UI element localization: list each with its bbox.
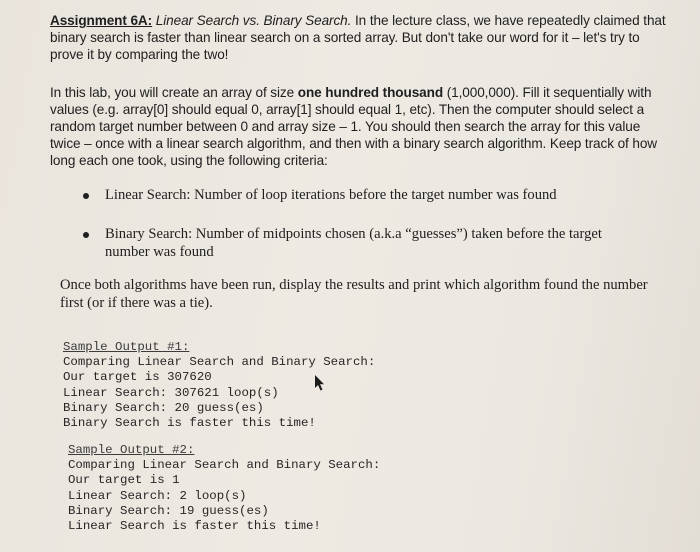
lab-description <box>50 84 670 169</box>
criteria-item-linear <box>80 186 650 204</box>
lab-text-before: In this lab, you will create an array of size <box>50 85 298 100</box>
sample-line: Binary Search: 19 guess(es) <box>68 503 269 518</box>
lab-bold-size: one hundred thousand <box>297 85 444 100</box>
assignment-subtitle: Linear Search vs. Binary Search. <box>155 13 352 28</box>
sample-line: Linear Search: 2 loop(s) <box>68 488 247 503</box>
sample-output-2 <box>68 443 380 534</box>
sample-heading: Sample Output #1: <box>63 340 190 354</box>
criteria-list <box>80 186 650 261</box>
sample-line: Our target is 307620 <box>63 370 212 385</box>
sample-line: Linear Search: 307621 loop(s) <box>63 385 279 400</box>
mouse-pointer-icon <box>311 374 325 392</box>
criteria-item-binary <box>80 225 650 261</box>
assignment-title: Assignment 6A: <box>50 13 153 28</box>
sample-line: Our target is 1 <box>68 473 180 488</box>
intro-text: In the lecture class, we have repeatedly claimed that binary search is faster than linear search on a sorted array. But don't take our word for it – let's try to prove it by comparing the two! <box>50 13 666 62</box>
bullet-icon <box>83 232 89 238</box>
criteria-text: Binary Search: Number of midpoints chosen (a.k.a “guesses”) taken before the target number was found <box>105 226 602 260</box>
sample-line: Binary Search: 20 guess(es) <box>63 400 264 415</box>
intro-paragraph <box>50 12 670 63</box>
sample-line: Comparing Linear Search and Binary Search: <box>63 355 376 370</box>
criteria-text: Linear Search: Number of loop iterations before the target number was found <box>105 187 557 203</box>
bullet-icon <box>83 193 89 199</box>
sample-line: Comparing Linear Search and Binary Search: <box>68 458 381 473</box>
lab-text-after: (1,000,000). Fill it sequentially with values (e.g. array[0] should equal 0, array[1] should equal 1, etc). Then the computer should select a random target number between 0 and array size – 1. You should then search the array for this value twice – once with a linear search algorithm, and then with a binary search algorithm. Keep track of how long each one took, using the following criteria: <box>50 85 658 168</box>
sample-output-1 <box>63 340 375 431</box>
results-instructions: Once both algorithms have been run, display the results and print which algorithm found the number first (or if there was a tie). <box>60 277 648 311</box>
sample-line: Binary Search is faster this time! <box>63 416 316 431</box>
sample-heading: Sample Output #2: <box>68 443 195 457</box>
sample-line: Linear Search is faster this time! <box>68 519 321 534</box>
